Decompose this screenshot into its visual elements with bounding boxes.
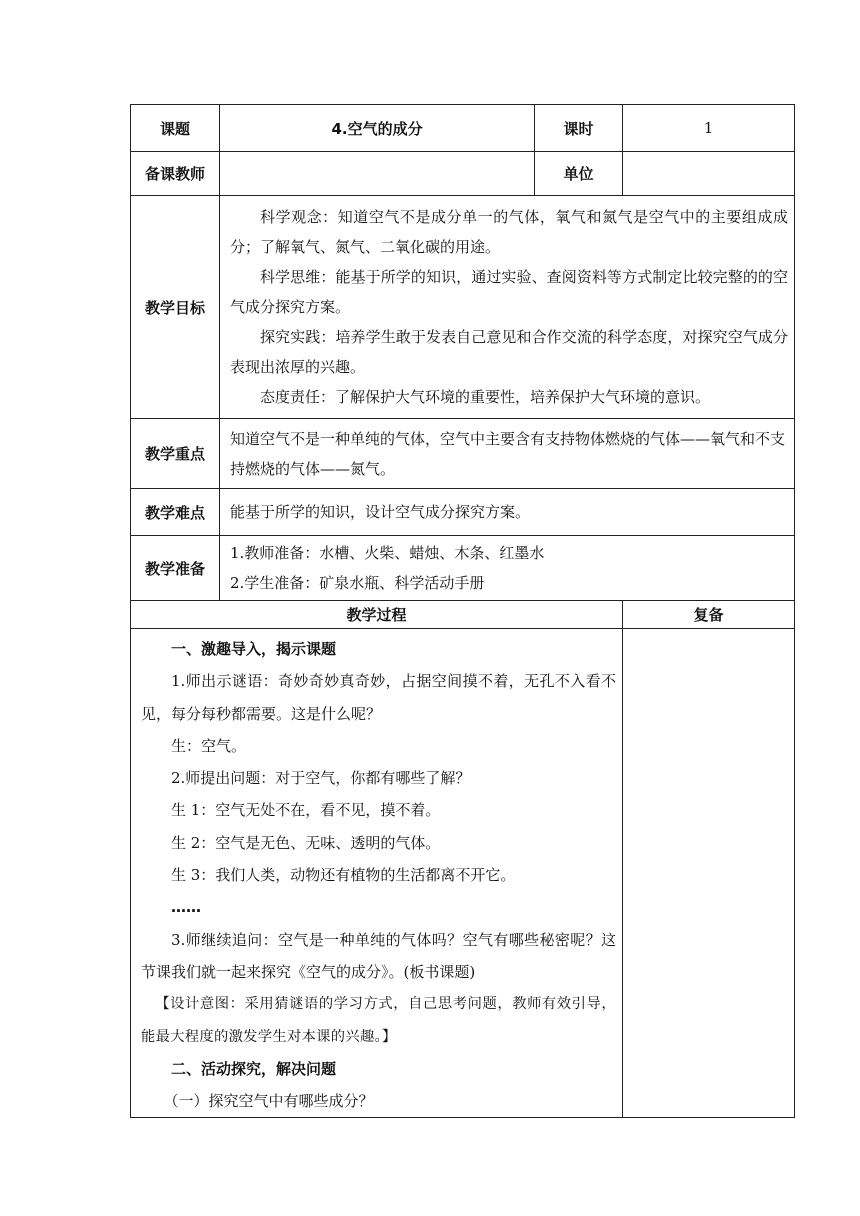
teacher-value xyxy=(220,152,535,196)
objective-attitude: 态度责任：了解保护大气环境的重要性，培养保护大气环境的意识。 xyxy=(260,388,711,406)
process-line: 生 1：空气无处不在，看不见，摸不着。 xyxy=(171,801,441,820)
process-line: 1.师出示谜语：奇妙奇妙真奇妙，占据空间摸不着，无孔不入看不见，每分每秒都需要。这是什么呢？ xyxy=(141,672,617,723)
objective-science-thinking: 科学思维：能基于所学的知识，通过实验、查阅资料等方式制定比较完整的的空气成分探究方案。 xyxy=(230,268,789,316)
objective-inquiry-practice: 探究实践：培养学生敢于发表自己意见和合作交流的科学态度，对探究空气成分表现出浓厚的兴趣。 xyxy=(230,328,789,376)
teacher-preparation: 1.教师准备：水槽、火柴、蜡烛、木条、红墨水 xyxy=(230,544,545,562)
difficulties-paragraph: 能基于所学的知识，设计空气成分探究方案。 xyxy=(230,503,531,521)
lesson-plan-table xyxy=(130,104,794,1118)
unit-label: 单位 xyxy=(535,152,623,196)
period-value: 1 xyxy=(623,105,795,152)
key-points-label: 教学重点 xyxy=(131,419,220,489)
difficulties-text xyxy=(220,489,795,536)
section-heading-activity: 二、活动探究，解决问题 xyxy=(171,1059,337,1078)
preparation-content xyxy=(220,536,795,601)
unit-value xyxy=(623,152,795,196)
key-points-text xyxy=(220,419,795,489)
notes-content xyxy=(623,629,795,1118)
preparation-label: 教学准备 xyxy=(131,536,220,601)
topic-value: 4.空气的成分 xyxy=(220,105,535,152)
student-preparation: 2.学生准备：矿泉水瓶、科学活动手册 xyxy=(230,574,485,592)
difficulties-label: 教学难点 xyxy=(131,489,220,536)
key-points-paragraph: 知道空气不是一种单纯的气体，空气中主要含有支持物体燃烧的气体——氧气和不支持燃烧的气体——氮气。 xyxy=(230,429,786,478)
process-line: 生 2：空气是无色、无味、透明的气体。 xyxy=(171,833,441,852)
objective-science-concept: 科学观念：知道空气不是成分单一的气体，氧气和氮气是空气中的主要组成成分；了解氧气、氮气、二氧化碳的用途。 xyxy=(230,208,789,256)
process-line: 2.师提出问题：对于空气，你都有哪些了解？ xyxy=(171,769,471,788)
process-label: 教学过程 xyxy=(131,601,623,629)
teacher-label: 备课教师 xyxy=(131,152,220,196)
topic-label: 课题 xyxy=(131,105,220,152)
process-line: 3.师继续追问：空气是一种单纯的气体吗？空气有哪些秘密呢？这节课我们就一起来探究《空气的成分》。(板书课题) xyxy=(141,930,617,981)
notes-label: 复备 xyxy=(623,601,795,629)
period-label: 课时 xyxy=(535,105,623,152)
objectives-label: 教学目标 xyxy=(131,196,220,419)
process-content xyxy=(131,629,623,1118)
process-ellipsis: …… xyxy=(171,898,201,917)
process-subheading: （一）探究空气中有哪些成分？ xyxy=(163,1092,374,1111)
process-line: 生：空气。 xyxy=(171,736,247,755)
process-line: 生 3：我们人类，动物还有植物的生活都离不开它。 xyxy=(171,866,516,885)
objectives-content xyxy=(220,196,795,419)
section-heading-intro: 一、激趣导入，揭示课题 xyxy=(171,640,337,658)
design-intent: 【设计意图：采用猜谜语的学习方式，自己思考问题，教师有效引导，能最大程度的激发学生对本课的兴趣。】 xyxy=(141,996,617,1045)
